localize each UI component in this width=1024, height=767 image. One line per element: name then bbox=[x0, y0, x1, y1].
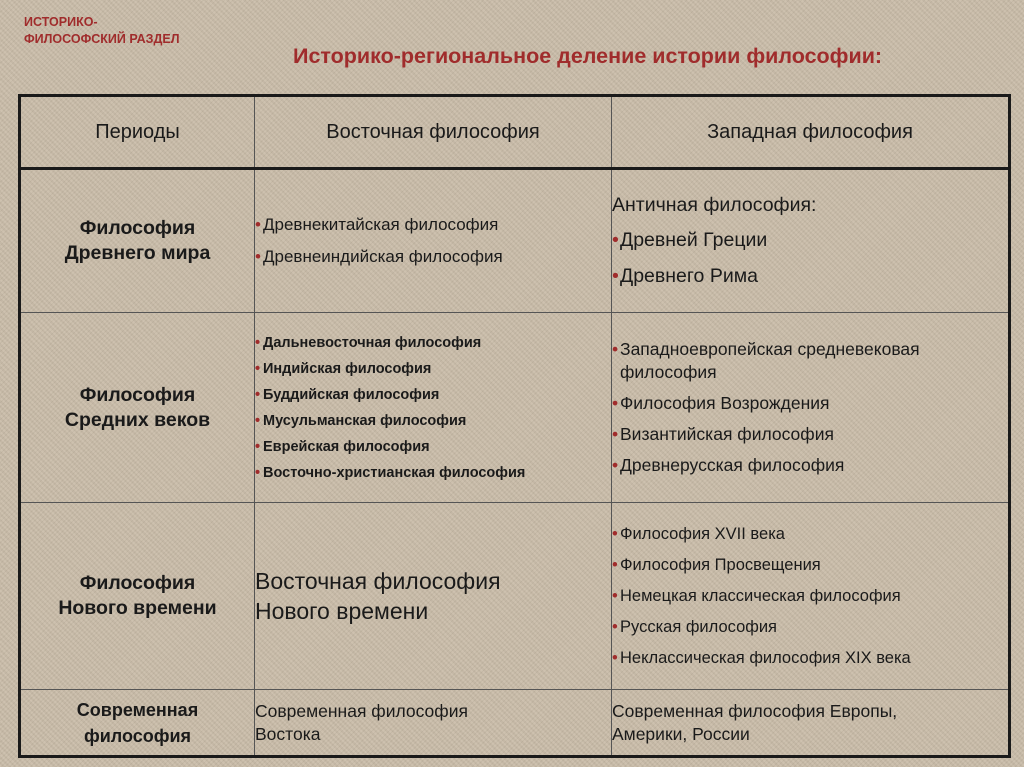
list-item: • Неклассическая философия XIX века bbox=[612, 648, 1008, 668]
east-text-line: Современная философия bbox=[255, 700, 468, 721]
list-item: • Буддийская философия bbox=[255, 386, 611, 404]
list-item: • Византийская философия bbox=[612, 423, 1008, 446]
east-text-line: Восточная философия bbox=[255, 568, 501, 594]
list-item: • Мусульманская философия bbox=[255, 412, 611, 430]
west-cell-contemporary bbox=[612, 690, 1010, 757]
list-item: • Древнекитайская философия bbox=[255, 209, 611, 241]
east-cell-ancient bbox=[255, 169, 612, 313]
west-cell-modern-era bbox=[612, 503, 1010, 690]
list-item: • Древней Греции bbox=[612, 222, 1008, 258]
period-cell-modern-era bbox=[20, 503, 255, 690]
east-list-ancient bbox=[255, 209, 611, 273]
section-label bbox=[24, 14, 179, 48]
table-row-ancient bbox=[20, 169, 1010, 313]
slide-title: Историко-региональное деление истории философии: bbox=[293, 44, 883, 68]
column-header-east: Восточная философия bbox=[255, 96, 612, 169]
table-row-middle-ages bbox=[20, 313, 1010, 503]
list-item: • Древнеиндийская философия bbox=[255, 241, 611, 273]
period-line: Философия bbox=[79, 217, 196, 239]
period-line: Философия bbox=[79, 383, 196, 406]
list-item: • Индийская философия bbox=[255, 360, 611, 378]
west-text-line: Америки, России bbox=[612, 723, 750, 744]
period-line: Нового времени bbox=[58, 597, 217, 619]
section-label-line-2: ФИЛОСОФСКИЙ РАЗДЕЛ bbox=[24, 32, 180, 46]
west-cell-ancient bbox=[612, 169, 1010, 313]
east-cell-middle-ages bbox=[255, 313, 612, 503]
list-item: • Русская философия bbox=[612, 617, 1008, 637]
list-item: • Философия Просвещения bbox=[612, 555, 1008, 575]
period-line: Современная bbox=[76, 699, 199, 720]
period-cell-ancient bbox=[20, 169, 255, 313]
list-item: • Еврейская философия bbox=[255, 438, 611, 456]
list-item: • Восточно-христианская философия bbox=[255, 464, 611, 482]
list-item: • Немецкая классическая философия bbox=[612, 586, 1008, 606]
east-text-line: Нового времени bbox=[255, 598, 429, 624]
list-item: • Философия XVII века bbox=[612, 524, 1008, 544]
period-line: философия bbox=[83, 725, 192, 746]
period-line: Древнего мира bbox=[64, 242, 211, 264]
west-cell-middle-ages bbox=[612, 313, 1010, 503]
list-item: • Дальневосточная философия bbox=[255, 334, 611, 352]
period-line: Философия bbox=[79, 572, 196, 594]
list-item: • Древнего Рима bbox=[612, 258, 1008, 294]
east-cell-contemporary bbox=[255, 690, 612, 757]
list-item: • Древнерусская философия bbox=[612, 454, 1008, 477]
east-list-middle-ages bbox=[255, 334, 611, 482]
west-list-middle-ages bbox=[612, 338, 1008, 477]
table-row-contemporary bbox=[20, 690, 1010, 757]
list-item: • Западноевропейская средневековая философия bbox=[612, 338, 1008, 384]
west-list-ancient bbox=[612, 222, 1008, 294]
west-text-line: Современная философия Европы, bbox=[612, 700, 898, 721]
period-cell-middle-ages bbox=[20, 313, 255, 503]
list-item: • Философия Возрождения bbox=[612, 392, 1008, 415]
table-row-modern-era bbox=[20, 503, 1010, 690]
column-header-west: Западная философия bbox=[612, 96, 1010, 169]
philosophy-periods-table bbox=[18, 94, 1011, 758]
east-text-line: Востока bbox=[255, 723, 321, 744]
period-line: Средних веков bbox=[64, 408, 211, 431]
east-cell-modern-era bbox=[255, 503, 612, 690]
period-cell-contemporary bbox=[20, 690, 255, 757]
west-intro-ancient: Античная философия: bbox=[612, 194, 817, 216]
section-label-line-1: ИСТОРИКО- bbox=[24, 15, 98, 29]
west-list-modern-era bbox=[612, 524, 1008, 668]
column-header-periods: Периоды bbox=[20, 96, 255, 169]
table-header-row bbox=[20, 96, 1010, 169]
